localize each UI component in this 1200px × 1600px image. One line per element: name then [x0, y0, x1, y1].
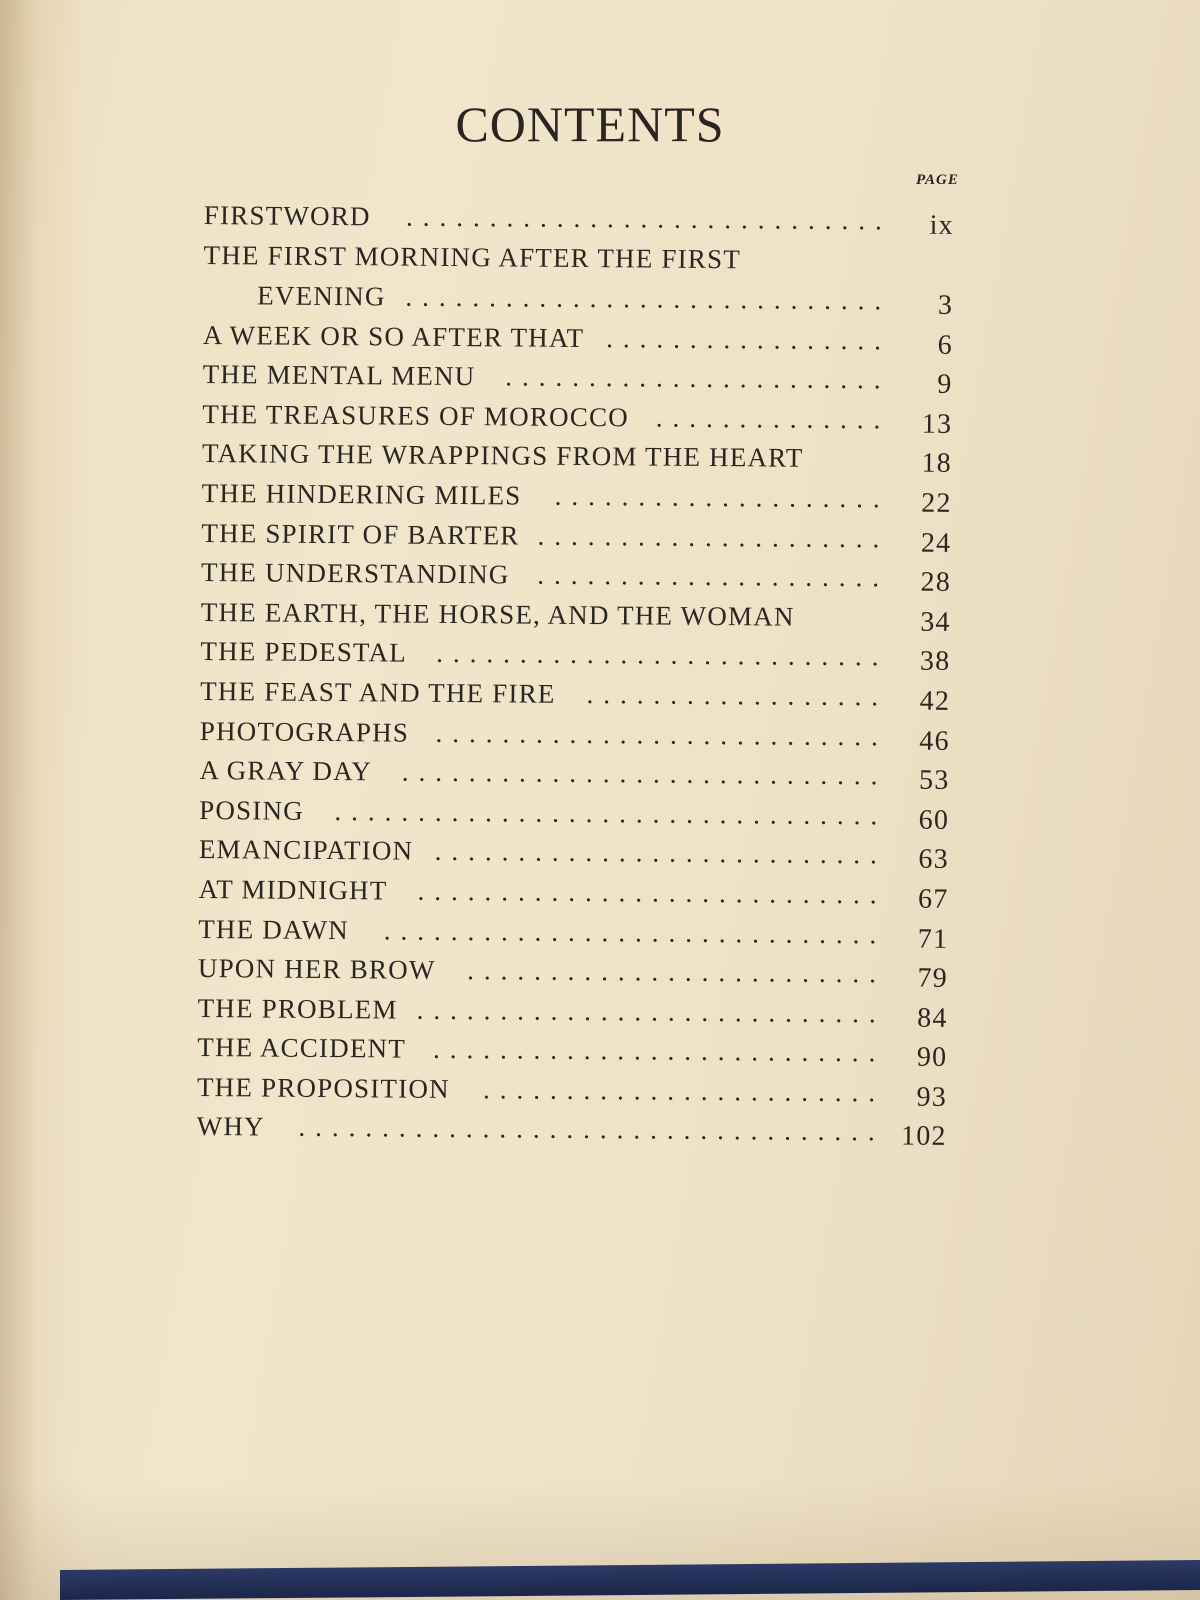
dot-leader: ..................: [586, 678, 889, 712]
toc-entry-page: 90: [916, 1041, 948, 1074]
toc-entry-title: THE FEAST AND THE FIRE: [200, 675, 556, 709]
toc-entry-title: UPON HER BROW: [197, 953, 436, 985]
toc-entry-page: 42: [919, 685, 951, 717]
toc-entry: [200, 716, 960, 762]
toc-entry-page: 102: [900, 1120, 947, 1153]
toc-entry: [202, 438, 962, 484]
toc-entry-page: 34: [920, 606, 951, 638]
toc-entry-page: 60: [918, 804, 950, 836]
toc-entry-title: THE TREASURES OF MOROCCO: [202, 398, 630, 433]
toc-entry-page: 46: [919, 725, 950, 757]
dot-leader: ...........................: [436, 638, 889, 672]
toc-entry-page: 9: [937, 368, 953, 401]
dot-leader: ............................: [416, 994, 886, 1029]
toc-entry-page: 22: [921, 487, 952, 519]
dot-leader: ............................: [417, 875, 887, 910]
toc-entry: [203, 240, 964, 326]
toc-entry: [201, 557, 961, 603]
dot-leader: ..............................: [383, 914, 887, 949]
toc-entry: [199, 795, 959, 841]
toc-entry: [197, 1111, 957, 1157]
toc-entry: [197, 1072, 957, 1118]
dot-leader: ....................: [554, 480, 890, 514]
toc-entry: [201, 518, 961, 564]
toc-entry-title: WHY: [196, 1111, 265, 1142]
dot-leader: ........................: [482, 1074, 886, 1108]
toc-entry-title: THE UNDERSTANDING: [200, 557, 510, 590]
toc-entry: [197, 993, 957, 1039]
dot-leader: .................: [606, 322, 892, 355]
toc-entry-title: THE ACCIDENT: [197, 1032, 407, 1064]
dot-leader: ...........................: [435, 717, 888, 751]
toc-entry-page: ix: [929, 209, 954, 241]
toc-entry: [202, 478, 962, 524]
dot-leader: ...........................: [432, 1034, 886, 1068]
toc-entry-page: 63: [918, 843, 949, 876]
page-column-label: PAGE: [916, 172, 959, 188]
toc-entry-page: 53: [918, 764, 950, 796]
toc-entry-page: 38: [919, 645, 951, 678]
dot-leader: ..............: [655, 402, 891, 435]
toc-entry-page: 13: [921, 408, 953, 440]
toc-entry: [200, 636, 960, 682]
toc-entry-title: A GRAY DAY: [199, 755, 373, 787]
toc-entry: [202, 399, 962, 445]
dot-leader: ...........................: [434, 836, 887, 870]
toc-entry-title: PHOTOGRAPHS: [199, 715, 410, 748]
toc-entry: [204, 200, 964, 246]
toc-entry: [203, 320, 963, 366]
toc-entry-page: 18: [921, 448, 953, 480]
toc-entry-title-continued: EVENING: [257, 280, 386, 312]
toc-entry-title: TAKING THE WRAPPINGS FROM THE HEART: [201, 438, 804, 474]
toc-entry-page: 28: [920, 566, 952, 599]
dot-leader: .............................: [405, 281, 892, 315]
toc-entry: [201, 597, 961, 643]
toc-entry-title: THE DAWN: [198, 913, 350, 945]
toc-entry-title: POSING: [199, 794, 305, 826]
toc-entry-title: THE MENTAL MENU: [202, 359, 476, 392]
toc-entry-page: 93: [916, 1081, 948, 1113]
toc-entry-title: THE PEDESTAL: [200, 636, 408, 668]
toc-entry-page: 3: [937, 289, 954, 321]
dot-leader: .....................: [537, 520, 890, 553]
toc-entry-page: 67: [918, 883, 949, 915]
toc-entry-title: AT MIDNIGHT: [198, 873, 388, 906]
toc-entry: [197, 1032, 957, 1078]
toc-entry: [200, 676, 960, 722]
toc-entry-page: 71: [917, 923, 949, 955]
toc-entry: [202, 359, 962, 405]
toc-entry-title: THE PROBLEM: [197, 992, 398, 1025]
dot-leader: .............................: [401, 756, 888, 791]
toc-entry-title: THE FIRST MORNING AFTER THE FIRST: [203, 239, 742, 274]
dot-leader: .....................: [537, 559, 890, 593]
toc-entry: [198, 913, 958, 959]
toc-entry-title: THE HINDERING MILES: [201, 477, 522, 511]
dot-leader: .............................: [406, 201, 892, 236]
toc-entry: [198, 874, 958, 920]
toc-entry-title: FIRSTWORD: [203, 200, 371, 232]
dot-leader: ...................................: [298, 1112, 885, 1147]
page-gutter-shadow: [0, 0, 90, 1600]
dot-leader: .................................: [334, 795, 888, 831]
dot-leader: .........................: [467, 955, 887, 989]
toc-entry: [198, 953, 958, 999]
toc-entry: [199, 755, 959, 801]
toc-entry-title: A WEEK OR SO AFTER THAT: [202, 319, 585, 353]
toc-entry-page: 84: [917, 1002, 948, 1034]
toc-entry-title: THE EARTH, THE HORSE, AND THE WOMAN: [200, 596, 795, 632]
toc-entry-page: 24: [920, 527, 952, 559]
toc-entry-page: 79: [917, 962, 949, 994]
dot-leader: .......................: [505, 361, 891, 395]
toc-entry: [199, 834, 959, 880]
toc-entry-page: 6: [937, 329, 954, 361]
toc-entry-title: THE SPIRIT OF BARTER: [201, 517, 520, 551]
toc-entry-title: EMANCIPATION: [198, 834, 414, 866]
contents-heading: CONTENTS: [455, 96, 725, 152]
table-of-contents: [197, 200, 964, 1157]
toc-entry-title: THE PROPOSITION: [196, 1071, 450, 1104]
